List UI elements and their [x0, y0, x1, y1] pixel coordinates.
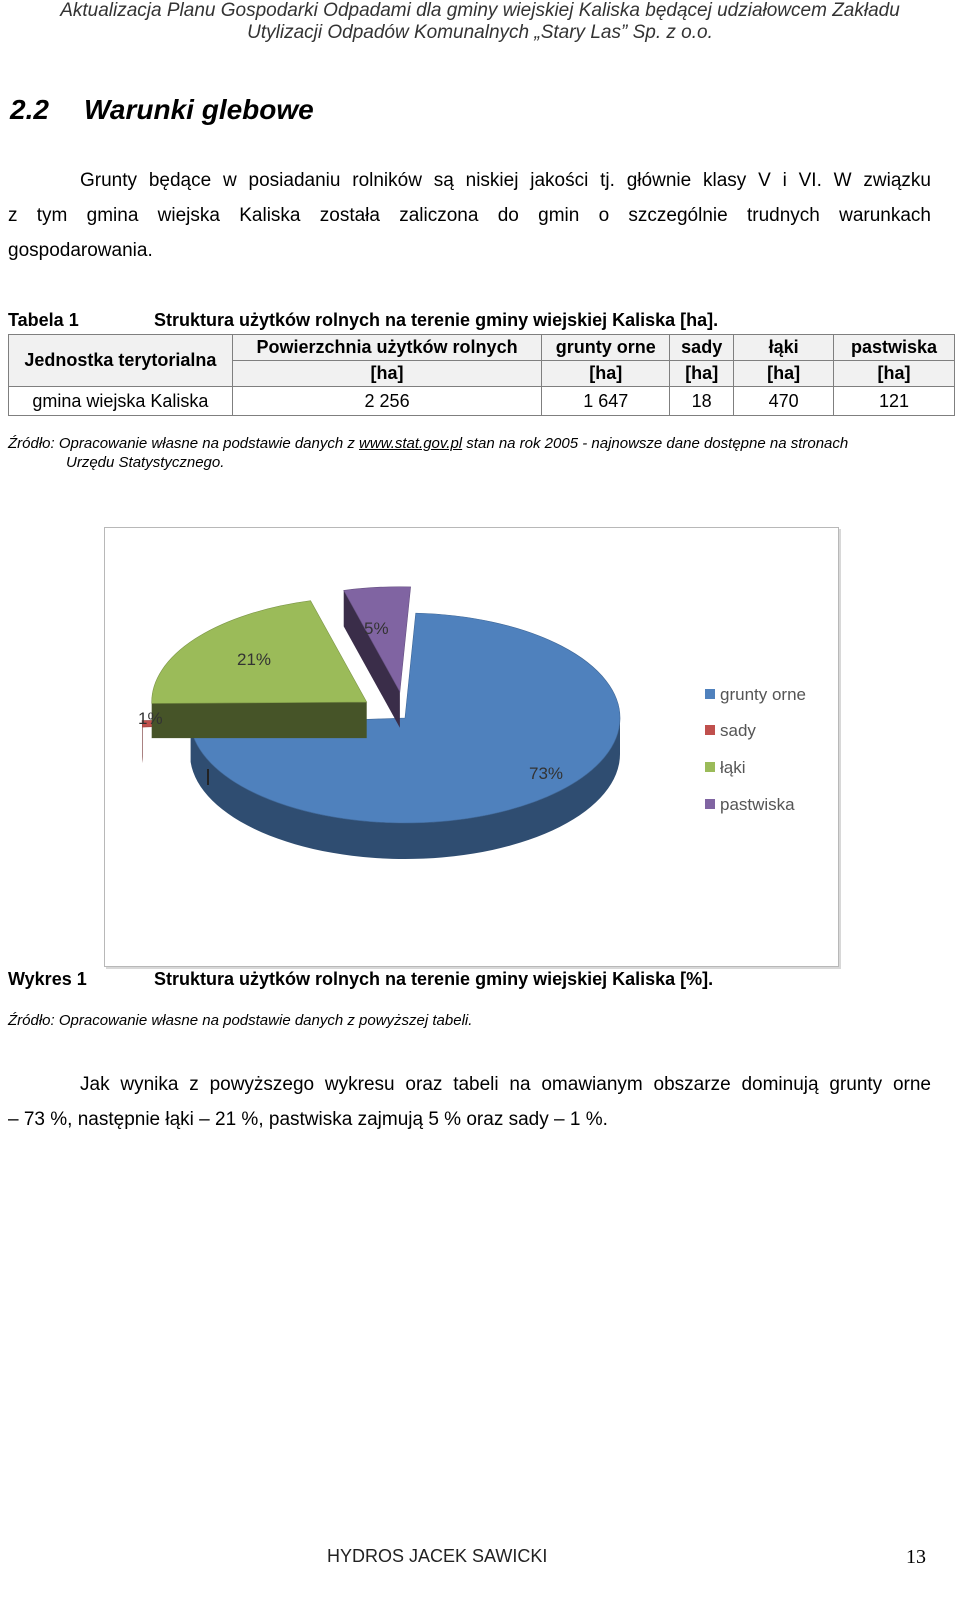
land-use-table [8, 334, 955, 416]
table-unit: [ha] [734, 361, 834, 387]
table-source [8, 434, 953, 453]
table-header-pastures: pastwiska [834, 335, 955, 361]
legend-swatch-sady [705, 725, 715, 735]
legend-label-grunty-orne: grunty orne [720, 685, 806, 704]
footer-company: HYDROS JACEK SAWICKI [327, 1546, 548, 1566]
table-cell: 2 256 [232, 387, 542, 416]
chart-source: Źródło: Opracowanie własne na podstawie danych z powyższej tabeli. [8, 1012, 473, 1029]
legend-swatch-pastwiska [705, 799, 715, 809]
legend-label-laki: łąki [720, 758, 746, 777]
chart-caption [8, 969, 713, 990]
page-number: 13 [906, 1546, 926, 1568]
table-caption [8, 310, 718, 331]
table-row [9, 387, 955, 416]
paragraph-1-line-2: z tym gmina wiejska Kaliska została zaliczona do gmin o szczególnie trudnych warunkach [8, 205, 931, 226]
paragraph-1-line-3: gospodarowania. [8, 240, 153, 261]
table-caption-label: Tabela 1 [8, 310, 79, 330]
table-header-arable-land: grunty orne [542, 335, 670, 361]
table-header-territorial-unit: Jednostka terytorialna [9, 335, 233, 387]
section-number: 2.2 [10, 94, 49, 125]
table-unit: [ha] [834, 361, 955, 387]
pie-slice-face-laki [152, 702, 367, 738]
table-source-prefix: Źródło: Opracowanie własne na podstawie danych z [8, 435, 360, 452]
table-unit: [ha] [542, 361, 670, 387]
document-header-line-2: Utylizacji Odpadów Komunalnych „Stary Las” Sp. z o.o. [247, 22, 713, 43]
section-heading [10, 94, 314, 126]
table-unit: [ha] [232, 361, 542, 387]
legend-label-pastwiska: pastwiska [720, 795, 795, 814]
paragraph-2-line-2: – 73 %, następnie łąki – 21 %, pastwiska zajmują 5 % oraz sady – 1 %. [8, 1109, 608, 1130]
pie-label-laki: 21% [237, 650, 272, 669]
document-header-line-1: Aktualizacja Planu Gospodarki Odpadami dla gminy wiejskiej Kaliska będącej udziałowcem Zakładu [60, 0, 900, 21]
paragraph-2-line-1: Jak wynika z powyższego wykresu oraz tabeli na omawianym obszarze dominują grunty orne [80, 1074, 931, 1095]
table-source-suffix: stan na rok 2005 - najnowsze dane dostępne na stronach [462, 435, 849, 452]
pie-label-sady: 1% [138, 709, 163, 728]
pie-chart [105, 528, 838, 966]
legend-swatch-laki [705, 762, 715, 772]
table-source-line-2: Urzędu Statystycznego. [66, 454, 225, 471]
pie-label-pastwiska: 5% [364, 619, 389, 638]
chart-legend [705, 685, 806, 814]
table-header-meadows: łąki [734, 335, 834, 361]
pie-chart-frame [104, 527, 839, 967]
table-header-total-area: Powierzchnia użytków rolnych [232, 335, 542, 361]
legend-label-sady: sady [720, 721, 756, 740]
table-cell: 121 [834, 387, 955, 416]
stat-gov-link[interactable]: www.stat.gov.pl [359, 435, 463, 452]
table-header-orchards: sady [670, 335, 734, 361]
legend-swatch-grunty-orne [705, 689, 715, 699]
table-cell: 18 [670, 387, 734, 416]
chart-caption-text: Struktura użytków rolnych na terenie gminy wiejskiej Kaliska [%]. [154, 969, 714, 989]
section-title: Warunki glebowe [84, 94, 314, 125]
table-cell-unit-name: gmina wiejska Kaliska [9, 387, 233, 416]
pie-label-grunty-orne: 73% [529, 764, 564, 783]
table-cell: 470 [734, 387, 834, 416]
table-unit: [ha] [670, 361, 734, 387]
table-caption-text: Struktura użytków rolnych na terenie gminy wiejskiej Kaliska [ha]. [154, 310, 719, 330]
chart-caption-label: Wykres 1 [8, 969, 87, 989]
table-cell: 1 647 [542, 387, 670, 416]
paragraph-1-line-1: Grunty będące w posiadaniu rolników są niskiej jakości tj. głównie klasy V i VI. W związku [80, 170, 931, 191]
